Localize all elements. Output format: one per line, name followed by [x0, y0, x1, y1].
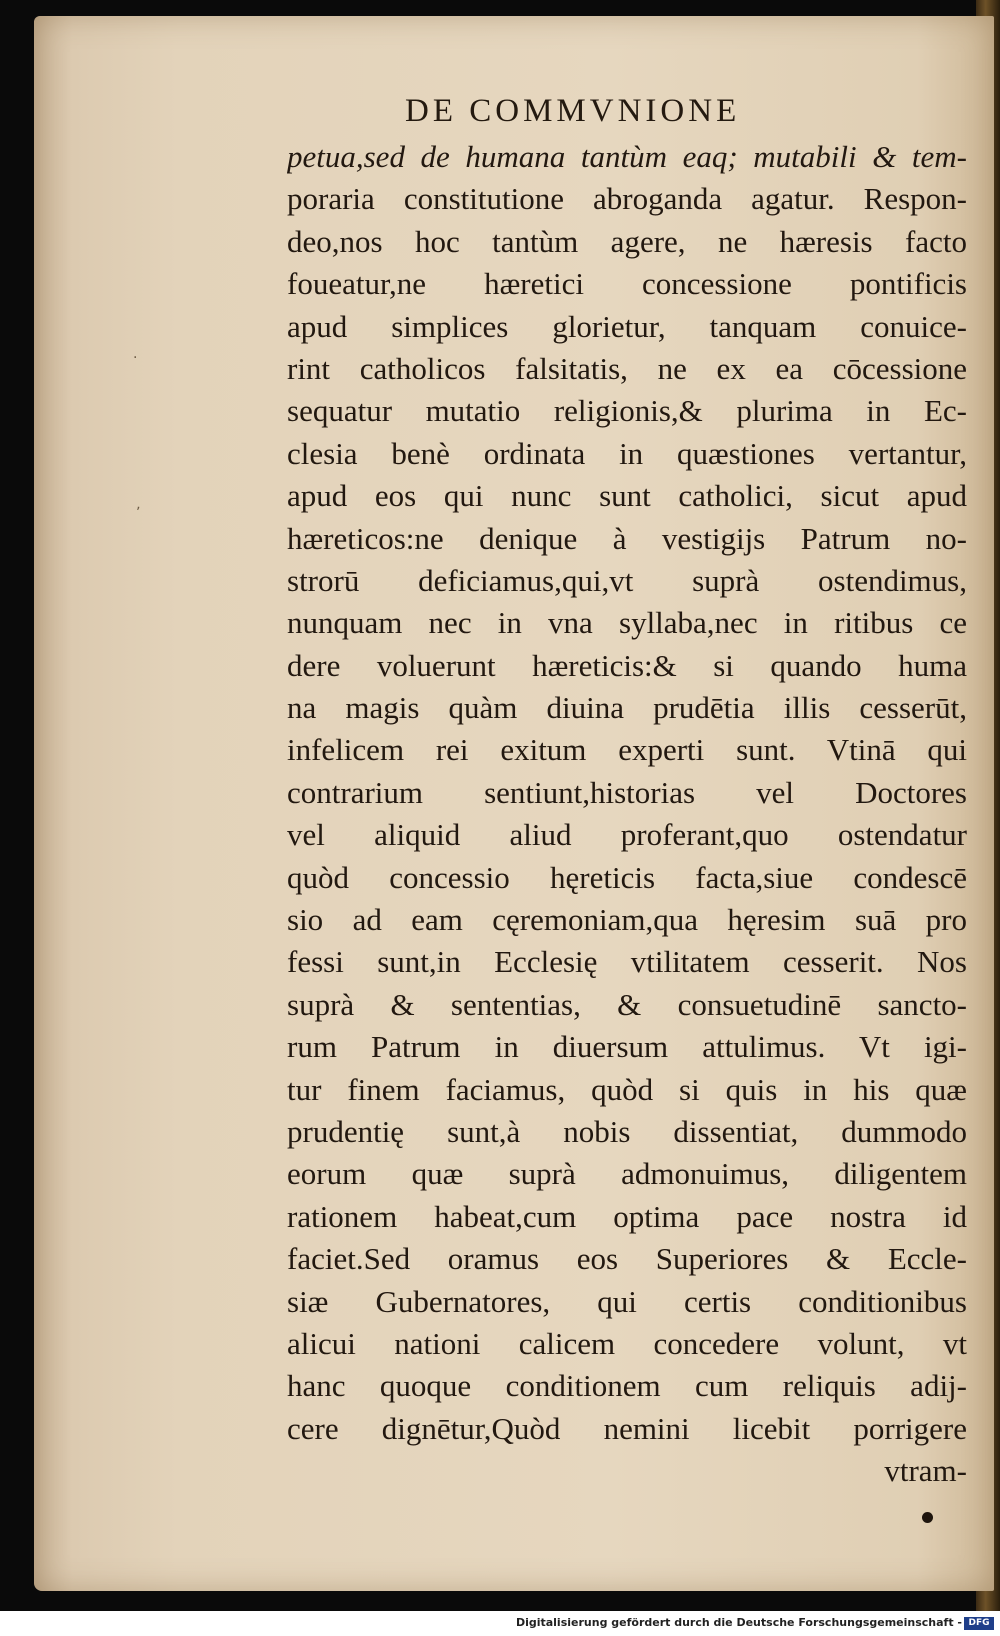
- text-line: hanc quoque conditionem cum reliquis adij-: [287, 1368, 967, 1404]
- text-line: apud simplices glorietur, tanquam conuice-: [287, 308, 967, 344]
- dfg-logo: DFG: [964, 1617, 994, 1630]
- catchword: vtram-: [884, 1453, 967, 1489]
- text-line: dere voluerunt hæreticis:& si quando huma: [287, 647, 967, 683]
- margin-speck: ·: [133, 350, 138, 366]
- running-header: DE COMMVNIONE: [405, 93, 741, 129]
- text-line: deo,nos hoc tantùm agere, ne hæresis facto: [287, 223, 967, 259]
- text-line: cere dignētur,Quòd nemini licebit porrigere: [287, 1410, 967, 1446]
- text-line: rationem habeat,cum optima pace nostra id: [287, 1198, 967, 1234]
- text-line: hæreticos:ne denique à vestigijs Patrum no-: [287, 520, 967, 556]
- text-line: nunquam nec in vna syllaba,nec in ritibus ce: [287, 605, 967, 641]
- text-line: strorū deficiamus,qui,vt suprà ostendimus,: [287, 562, 967, 598]
- text-line: prudentię sunt,à nobis dissentiat, dummodo: [287, 1113, 967, 1149]
- text-line: faciet.Sed oramus eos Superiores & Eccle-: [287, 1241, 967, 1277]
- text-line: vel aliquid aliud proferant,quo ostendatur: [287, 817, 967, 853]
- text-line: petua,sed de humana tantùm eaq; mutabili & tem-: [287, 139, 967, 174]
- text-line: infelicem rei exitum experti sunt. Vtinā qui: [287, 732, 967, 768]
- funding-credit: Digitalisierung gefördert durch die Deutsche Forschungsgemeinschaft -: [515, 1616, 962, 1629]
- text-line: eorum quæ suprà admonuimus, diligentem: [287, 1156, 967, 1192]
- text-line: sio ad eam cęremoniam,qua hęresim suā pro: [287, 902, 967, 938]
- text-line: suprà & sententias, & consuetudinē sancto-: [287, 986, 967, 1022]
- text-line: clesia benè ordinata in quæstiones vertantur,: [287, 435, 967, 471]
- margin-speck: ʼ: [136, 505, 141, 521]
- text-line: poraria constitutione abroganda agatur. Respon-: [287, 181, 967, 217]
- text-line: apud eos qui nunc sunt catholici, sicut apud: [287, 478, 967, 514]
- digitization-footer: [0, 1611, 1000, 1636]
- text-line: alicui nationi calicem concedere volunt, vt: [287, 1325, 967, 1361]
- text-line: foueatur,ne hæretici concessione pontificis: [287, 266, 967, 302]
- text-line: contrarium sentiunt,historias vel Doctores: [287, 774, 967, 810]
- text-line: fessi sunt,in Ecclesię vtilitatem cesserit. Nos: [287, 944, 967, 980]
- text-line: rint catholicos falsitatis, ne ex ea cōcessione: [287, 350, 967, 386]
- text-line: sequatur mutatio religionis,& plurima in Ec-: [287, 393, 967, 429]
- text-line: tur finem faciamus, quòd si quis in his quæ: [287, 1071, 967, 1107]
- text-line: quòd concessio hęreticis facta,siue condescē: [287, 859, 967, 895]
- text-line: siæ Gubernatores, qui certis conditionibus: [287, 1283, 967, 1319]
- body-text: [287, 136, 967, 1493]
- text-line: rum Patrum in diuersum attulimus. Vt igi-: [287, 1029, 967, 1065]
- text-line: na magis quàm diuina prudētia illis cesserūt,: [287, 690, 967, 726]
- signature-dot: [922, 1512, 933, 1523]
